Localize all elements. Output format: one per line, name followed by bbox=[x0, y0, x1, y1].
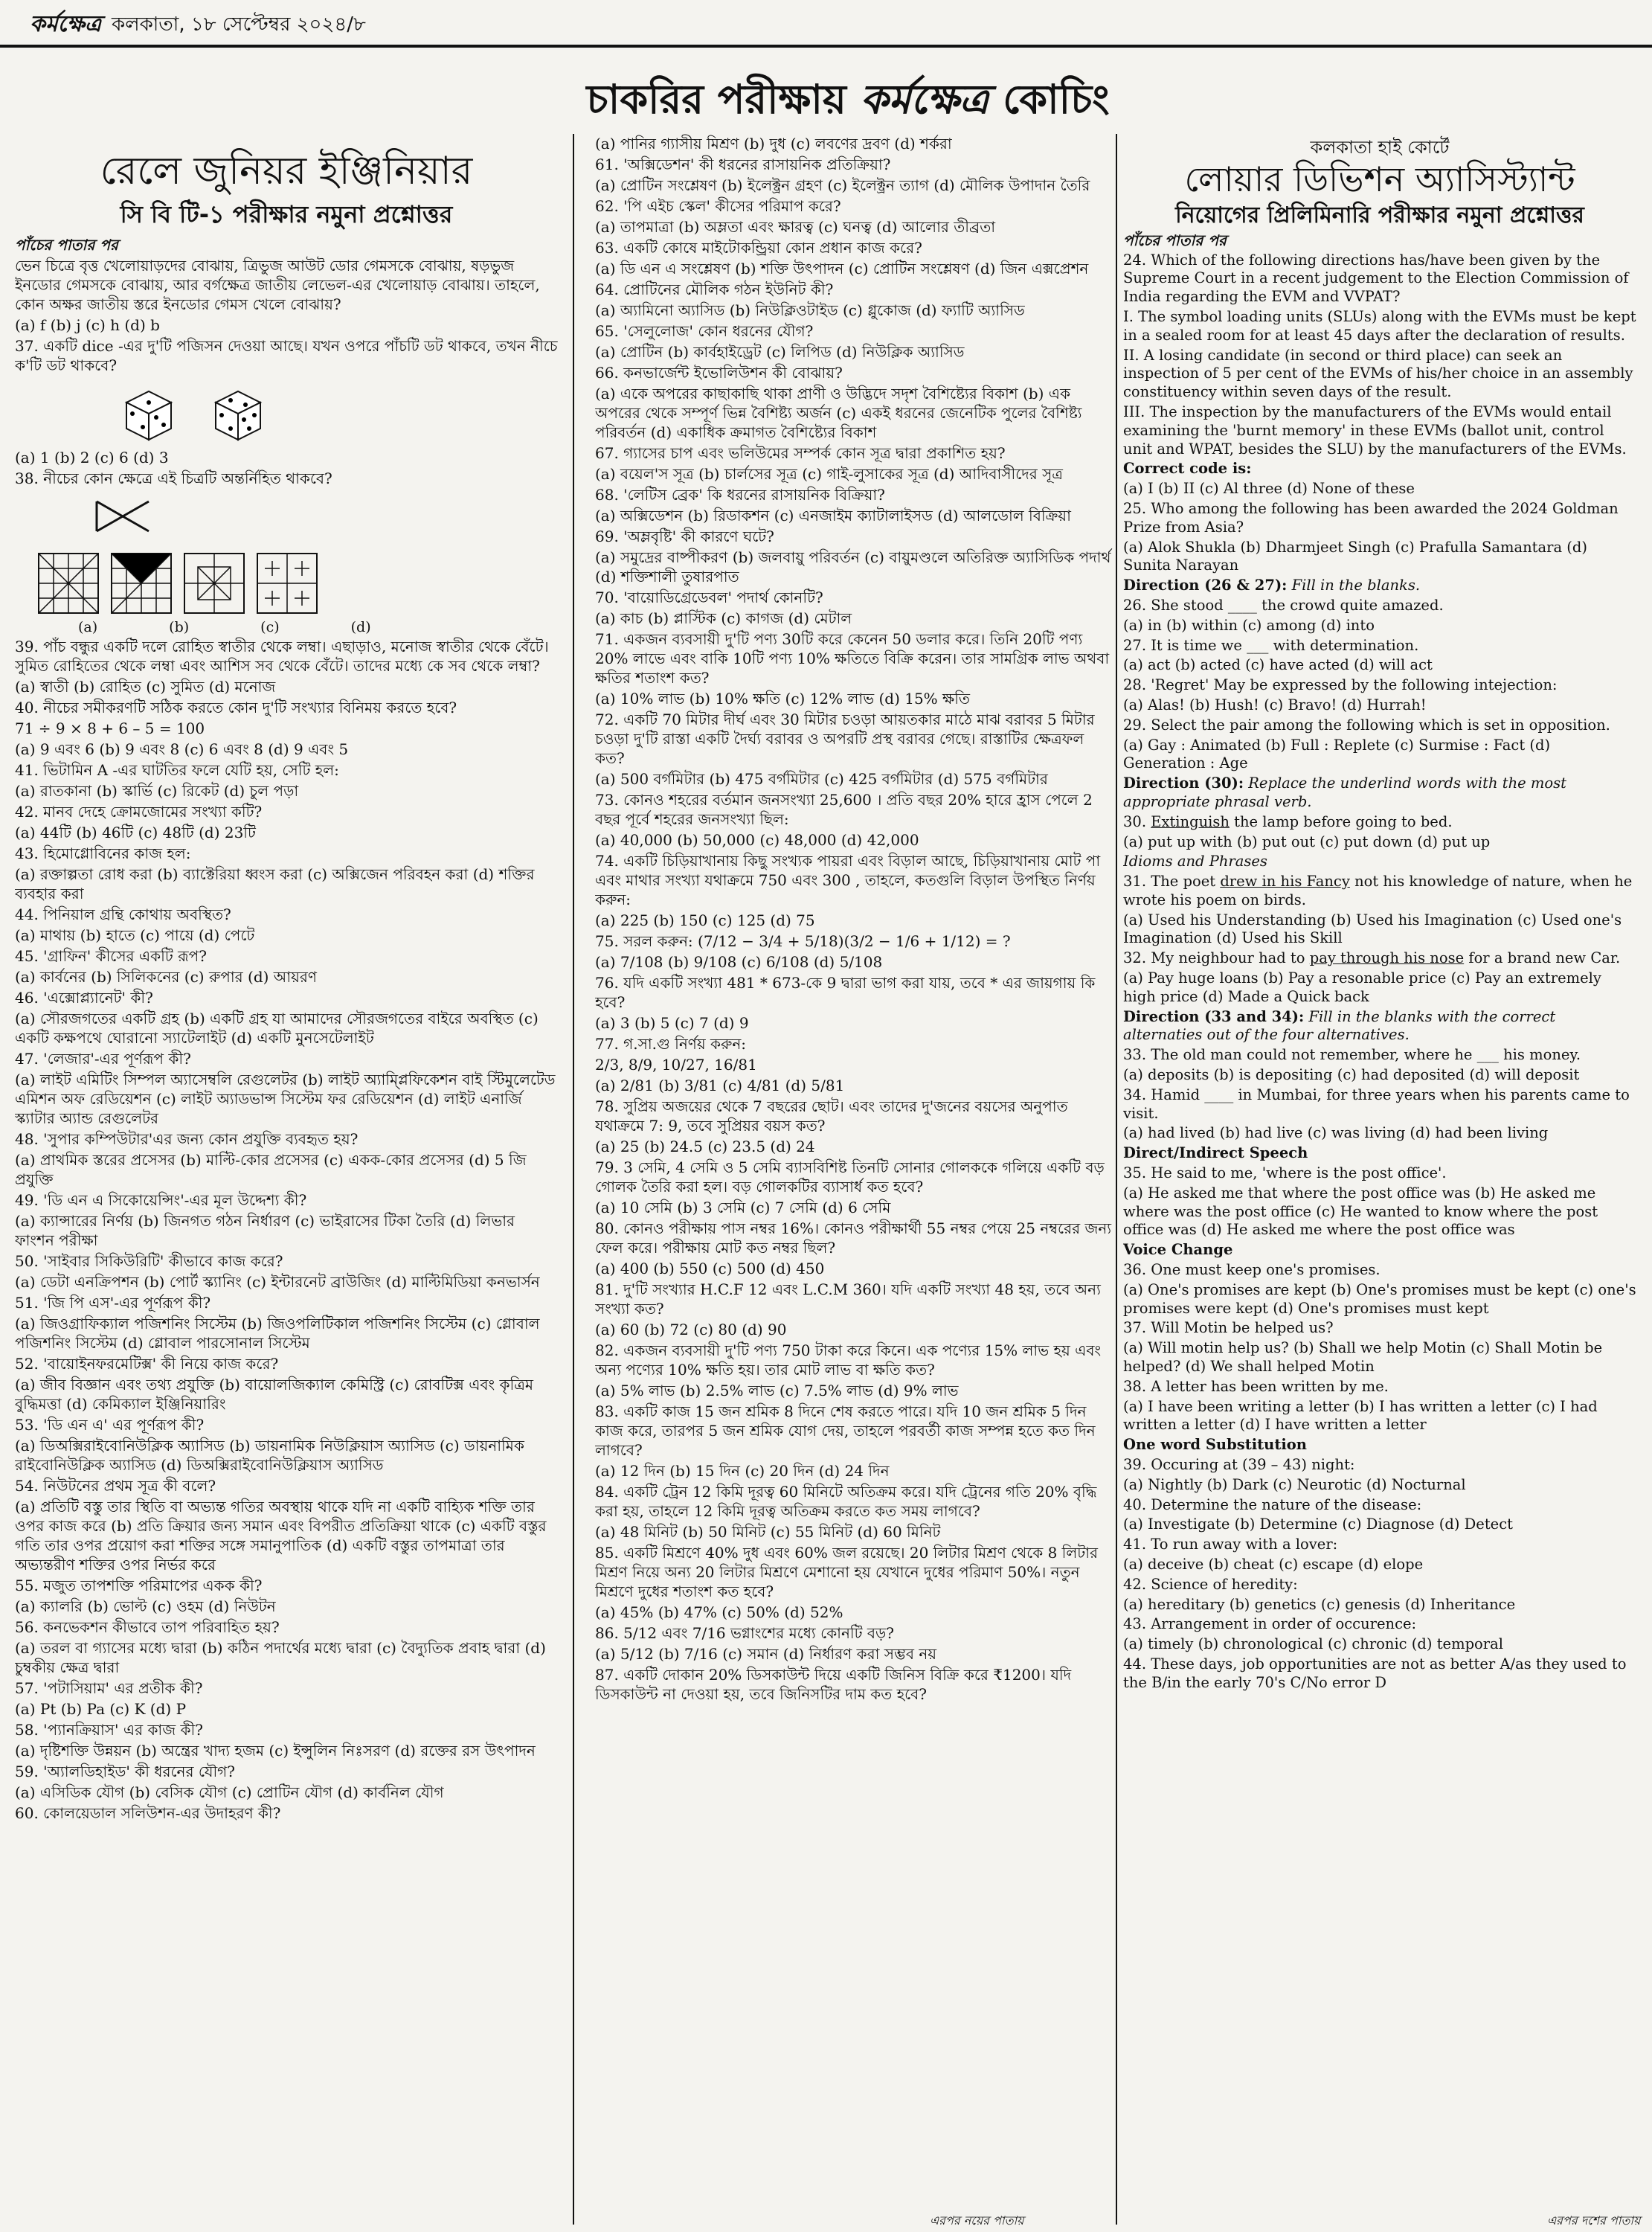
question-list bbox=[595, 134, 1116, 930]
question-line: 59. 'অ্যালডিহাইড' কী ধরনের যৌগ? bbox=[15, 1763, 236, 1780]
question-44: 44. These days, job opportunities are not as better A/as they used to the B/in the early 70's C/No error D bbox=[1123, 1655, 1627, 1691]
continued-footer: এরপর নয়ের পাতায় bbox=[930, 2213, 1024, 2228]
question-39: 39. Occuring at (39 – 43) night: bbox=[1123, 1456, 1355, 1473]
question-line: (a) 10% লাভ (b) 10% ক্ষতি (c) 12% লাভ (d) 15% ক্ষতি bbox=[595, 690, 970, 708]
options: (a) Alok Shukla (b) Dharmjeet Singh (c) Prafulla Samantara (d) Sunita Narayan bbox=[1123, 538, 1587, 574]
options: (a) act (b) acted (c) have acted (d) will act bbox=[1123, 656, 1433, 674]
question-line: 43. হিমোগ্লোবিনের কাজ হল: bbox=[15, 844, 191, 862]
question-line: (a) অ্যামিনো অ্যাসিড (b) নিউক্লিওটাইড (c) গ্লুকোজ (d) ফ্যাটি অ্যাসিড bbox=[595, 301, 1025, 319]
question-line: (a) প্রোটিন (b) কার্বহাইড্রেট (c) লিপিড (d) নিউক্লিক অ্যাসিড bbox=[595, 343, 965, 361]
question-line: (a) 12 দিন (b) 15 দিন (c) 20 দিন (d) 24 দিন bbox=[595, 1462, 890, 1480]
question-line: 40. নীচের সমীকরণটি সঠিক করতে কোন দু'টি সংখ্যার বিনিময় করতে হবে? bbox=[15, 699, 457, 716]
banner-suffix: কোচিং bbox=[1003, 76, 1110, 123]
option-label: (a) bbox=[78, 619, 98, 635]
grid-figure-icon bbox=[37, 552, 100, 615]
question-line: 64. প্রোটিনের মৌলিক গঠন ইউনিট কী? bbox=[595, 280, 834, 298]
question-29: 29. Select the pair among the following which is set in opposition. bbox=[1123, 716, 1610, 734]
column-divider-right bbox=[1116, 134, 1117, 2225]
banner-prefix: চাকরির পরীক্ষায় bbox=[586, 76, 846, 123]
question-line: (a) 44টি (b) 46টি (c) 48টি (d) 23টি bbox=[15, 824, 256, 841]
question-line: 52. 'বায়োইনফরমেটিক্স' কী নিয়ে কাজ করে? bbox=[15, 1355, 279, 1373]
question-line: (a) বয়েল'স সূত্র (b) চার্লসের সূত্র (c) গাই-লুসাকের সূত্র (d) আদিবাসীদের সূত্র bbox=[595, 465, 1063, 483]
options: (a) timely (b) chronological (c) chronic (d) temporal bbox=[1123, 1635, 1503, 1653]
banner-brand: কর্মক্ষেত্র bbox=[860, 76, 989, 123]
question-line: (a) ক্যান্সারের নির্ণয় (b) জিনগত গঠন নির্ধারণ (c) ভাইরাসের টিকা তৈরি (d) লিভার ফাংশন পরীক্ষা bbox=[15, 1212, 515, 1249]
question-30 bbox=[1123, 813, 1636, 832]
question-line: (a) প্রোটিন সংশ্লেষণ (b) ইলেক্ট্রন গ্রহণ (c) ইলেক্ট্রন ত্যাগ (d) মৌলিক উপাদান তৈরি bbox=[595, 176, 1090, 194]
question-32 bbox=[1123, 949, 1636, 968]
question-line: 79. 3 সেমি, 4 সেমি ও 5 সেমি ব্যাসবিশিষ্ট তিনটি সোনার গোলককে গলিয়ে একটি বড় গোলক তৈরি করা হল। বড় গোলকটির ব্যাসার্ধ কত হবে? bbox=[595, 1158, 1105, 1196]
option-b: (b) 9/108 bbox=[667, 953, 737, 971]
dice-icon bbox=[208, 384, 268, 443]
question-line: 67. গ্যাসের চাপ এবং ভলিউমের সম্পর্ক কোন সূত্র দ্বারা প্রকাশিত হয়? bbox=[595, 444, 1006, 462]
grid-figure-icon bbox=[183, 552, 245, 615]
direction-33-34 bbox=[1123, 1008, 1636, 1045]
question-line: 39. পাঁচ বন্ধুর একটি দলে রোহিত স্বাতীর থেকে লম্বা। এছাড়াও, মনোজ স্বাতীর থেকে বেঁটে। সুমিত রোহিতের থেকে লম্বা এবং আশিস সব থেকে বেঁটে। তাদের মধ্যে কে সব থেকে লম্বা? bbox=[15, 638, 549, 675]
question-line: (a) ক্যালরি (b) ভোল্ট (c) ওহম (d) নিউটন bbox=[15, 1597, 276, 1615]
question-line: (a) f (b) j (c) h (d) b bbox=[15, 316, 160, 334]
question-line: (a) প্রাথমিক স্তরের প্রসেসর (b) মাল্টি-কোর প্রসেসর (c) একক-কোর প্রসেসর (d) 5 জি প্রযুক্তি bbox=[15, 1151, 527, 1188]
question-line: (a) মাথায় (b) হাতে (c) পায়ে (d) পেটে bbox=[15, 926, 255, 944]
continued-label: পাঁচের পাতার পর bbox=[1123, 231, 1227, 249]
question-line: (a) প্রতিটি বস্তু তার স্থিতি বা অভ্যন্ত গতির অবস্থায় থাকে যদি না একটি বাহ্যিক শক্তি তার ওপর কাজ করে (b) প্রতি ক্রিয়ার জন্য সমান এবং বিপরীত প্রতিক্রিয়া থাকে (c) একটি বস্তুর গতি তার ওপর প্রয়োগ করা শক্তির সঙ্গে সমানুপাতিক (d) একটি বস্তুর তাপমাত্রা তার অভ্যন্তরীণ শক্তির ওপর নির্ভর করে bbox=[15, 1498, 547, 1574]
question-28: 28. 'Regret' May be expressed by the following intejection: bbox=[1123, 676, 1558, 694]
question-line: 54. নিউটনের প্রথম সূত্র কী বলে? bbox=[15, 1477, 216, 1495]
question-text: 75. সরল করুন: bbox=[595, 932, 693, 950]
direction-text: Fill in the blanks. bbox=[1287, 577, 1421, 594]
question-line: 58. 'প্যানক্রিয়াস' এর কাজ কী? bbox=[15, 1721, 203, 1739]
article-title: লোয়ার ডিভিশন অ্যাসিস্ট্যান্ট bbox=[1184, 158, 1575, 199]
question-line: 76. যদি একটি সংখ্যা 481 * 673-কে 9 দ্বারা ভাগ করা যায়, তবে * এর জায়গায় কি হবে? bbox=[595, 974, 1096, 1011]
question-line: (a) স্বাতী (b) রোহিত (c) সুমিত (d) মনোজ bbox=[15, 678, 276, 696]
question-line: 55. মজুত তাপশক্তি পরিমাপের একক কী? bbox=[15, 1577, 263, 1594]
underlined-phrase: pay through his nose bbox=[1309, 949, 1465, 967]
grid-figure-icon bbox=[110, 552, 173, 615]
article-subtitle: নিয়োগের প্রিলিমিনারি পরীক্ষার নমুনা প্রশ্নোত্তর bbox=[1175, 202, 1584, 228]
question-line: (a) লাইট এমিটিং সিম্পল অ্যাসেম্বলি রেগুলেটর (b) লাইট অ্যাম্প্লিফিকেশন বাই স্টিমুলেটেড এমিশন অফ রেডিয়েশন (c) লাইট অ্যাডভান্স সিস্টেম ফর রেডিয়েশন (d) লাইট এনার্জি স্ক্যাটার অ্যান্ড রেগুলেটর bbox=[15, 1071, 556, 1127]
question-42: 42. Science of heredity: bbox=[1123, 1575, 1298, 1593]
options: (a) I have been writing a letter (b) I has written a letter (c) I had written a letter (d) I have written a letter bbox=[1123, 1397, 1598, 1434]
continued-footer: এরপর দশের পাতায় bbox=[1547, 2213, 1641, 2228]
grid-figure-icon bbox=[256, 552, 318, 615]
question-line: 73. কোনও শহরের বর্তমান জনসংখ্যা 25,600 । প্রতি বছর 20% হারে হ্রাস পেলে 2 বছর পূর্বে শহরের জনসংখ্যা ছিল: bbox=[595, 791, 1093, 828]
question-text: 32. My neighbour had to bbox=[1123, 949, 1310, 967]
masthead-logo: কর্মক্ষেত্র bbox=[30, 11, 102, 37]
question-line: (a) রাতকানা (b) স্কার্ভি (c) রিকেট (d) চুল পড়া bbox=[15, 782, 299, 800]
question-line: 48. 'সুপার কম্পিউটার'এর জন্য কোন প্রযুক্তি ব্যবহৃত হয়? bbox=[15, 1130, 359, 1148]
direction-30 bbox=[1123, 775, 1636, 812]
question-line: 71. একজন ব্যবসায়ী দু'টি পণ্য 30টি করে কেনেন 50 ডলার করে। তিনি 20টি পণ্য 20% লাভে এবং বাকি 10টি পণ্য 10% ক্ষতিতে বিক্রি করেন। তার সামগ্রিক লাভ অথবা ক্ষতির শতাংশ কত? bbox=[595, 630, 1110, 687]
bowtie-figure-icon bbox=[89, 494, 164, 539]
article-subtitle: সি বি টি-১ পরীক্ষার নমুনা প্রশ্নোত্তর bbox=[120, 200, 453, 228]
question-line: (a) জীব বিজ্ঞান এবং তথ্য প্রযুক্তি (b) বায়োলজিক্যাল কেমিস্ট্রি (c) রোবটিক্স এবং কৃত্রিম বুদ্ধিমত্তা (d) কেমিক্যাল ইঞ্জিনিয়ারিং bbox=[15, 1376, 534, 1413]
question-line: (a) ডি এন এ সংশ্লেষণ (b) শক্তি উৎপাদন (c) প্রোটিন সংশ্লেষণ (d) জিন এক্সপ্রেশন bbox=[595, 260, 1089, 278]
question-24: 24. Which of the following directions has/have been given by the Supreme Court in a recent judgement to the Election Commission of India regarding the EVM and VVPAT? bbox=[1123, 251, 1629, 306]
question-line: (a) 225 (b) 150 (c) 125 (d) 75 bbox=[595, 911, 815, 929]
question-line: (a) 5% লাভ (b) 2.5% লাভ (c) 7.5% লাভ (d) 9% লাভ bbox=[595, 1382, 959, 1399]
direction-26-27 bbox=[1123, 577, 1636, 595]
options: (a) in (b) within (c) among (d) into bbox=[1123, 616, 1375, 634]
options: (a) Alas! (b) Hush! (c) Bravo! (d) Hurrah! bbox=[1123, 696, 1427, 713]
question-list bbox=[595, 1097, 1116, 1622]
question-25: 25. Who among the following has been awarded the 2024 Goldman Prize from Asia? bbox=[1123, 499, 1619, 536]
question-line: 60. কোলয়েডাল সলিউশন-এর উদাহরণ কী? bbox=[15, 1804, 281, 1822]
statement-iii: III. The inspection by the manufacturers of the EVMs would entail examining the 'burnt memory' in these EVMs (ballot unit, control unit and WPAT, besides the SLU) by the manufacturers of the EVMs. bbox=[1123, 403, 1627, 458]
question-line: 71 ÷ 9 × 8 + 6 – 5 = 100 bbox=[15, 719, 205, 737]
article-title: রেলে জুনিয়র ইঞ্জিনিয়ার bbox=[100, 149, 473, 193]
option-label: (b) bbox=[169, 619, 190, 635]
option-figures bbox=[15, 543, 558, 618]
question-line: 84. একটি ট্রেন 12 কিমি দূরত্ব 60 মিনিটে অতিক্রম করে। যদি ট্রেনের গতি 20% বৃদ্ধি করা হয়, তাহলে 12 কিমি দূরত্ব অতিক্রম করতে কত সময় লাগবে? bbox=[595, 1483, 1097, 1520]
options: (a) deposits (b) is depositing (c) had deposited (d) will deposit bbox=[1123, 1066, 1580, 1084]
question-line: 72. একটি 70 মিটার দীর্ঘ এবং 30 মিটার চওড়া আয়তকার মাঠে মাঝ বরাবর 5 মিটার চওড়া দু'টি রাস্তা একটি দৈর্ঘ্য বরাবর ও অপরটি প্রস্থ বরাবর গেছে। রাস্তাটির ক্ষেত্রফল কত? bbox=[595, 711, 1095, 767]
question-40: 40. Determine the nature of the disease: bbox=[1123, 1495, 1422, 1513]
question-line: 62. 'পি এইচ স্কেল' কীসের পরিমাপ করে? bbox=[595, 197, 841, 215]
section-heading: One word Substitution bbox=[1123, 1436, 1307, 1454]
question-86: 86. 5/12 এবং 7/16 ভগ্নাংশের মধ্যে কোনটি বড়? bbox=[595, 1624, 895, 1642]
question-line: 85. একটি মিশ্রণে 40% দুধ এবং 60% জল রয়েছে। 20 লিটার মিশ্রণ থেকে 8 লিটার মিশ্রণ নিয়ে অন্য 20 লিটার মিশ্রণে মেশানো হয় যেখানে দুধের পরিমাণ 50%। নতুন মিশ্রণে দুধের শতাংশ কত হবে? bbox=[595, 1544, 1099, 1600]
direction-label: Direction (33 and 34): bbox=[1123, 1007, 1305, 1025]
question-line: (a) ডিঅক্সিরাইবোনিউক্লিক অ্যাসিড (b) ডায়নামিক নিউক্লিয়াস অ্যাসিড (c) ডায়নামিক রাইবোনিউক্লিক অ্যাসিড (d) ডিঅক্সিরাইবোনিউক্লিয়াস অ্যাসিড bbox=[15, 1437, 524, 1474]
question-line: (a) 1 (b) 2 (c) 6 (d) 3 bbox=[15, 449, 169, 466]
question-75 bbox=[595, 931, 1116, 951]
question-line: 49. 'ডি এন এ সিকোয়েন্সিং'-এর মূল উদ্দেশ্য কী? bbox=[15, 1191, 307, 1209]
section-label: Correct code is: bbox=[1123, 460, 1252, 478]
question-line: (a) জিওগ্রাফিক্যাল পজিশনিং সিস্টেম (b) জিওপলিটিকাল পজিশনিং সিস্টেম (c) গ্লোবাল পজিশনিং সিস্টেম (d) গ্লোবাল পারসোনাল সিস্টেম bbox=[15, 1315, 540, 1352]
question-77-options: (a) 2/81 (b) 3/81 (c) 4/81 (d) 5/81 bbox=[595, 1077, 845, 1094]
question-text: 30. bbox=[1123, 812, 1151, 830]
options: (a) One's promises are kept (b) One's promises must be kept (c) one's promises were kept (d) One's promises must kept bbox=[1123, 1280, 1636, 1317]
question-line: 61. 'অক্সিডেশন' কী ধরনের রাসায়নিক প্রতিক্রিয়া? bbox=[595, 155, 891, 173]
underlined-phrase: drew in his Fancy bbox=[1220, 873, 1350, 891]
direction-text: Fill in the blanks with the correct alternaties out of the four alternatives. bbox=[1123, 1007, 1556, 1044]
question-line: 80. কোনও পরীক্ষায় পাস নম্বর 16%। কোনও পরীক্ষার্থী 55 নম্বর পেয়ে 25 নম্বরের জন্য ফেল করে। পরীক্ষায় মোট কত নম্বর ছিল? bbox=[595, 1219, 1112, 1257]
option-label: (d) bbox=[350, 619, 371, 635]
question-line: (a) তাপমাত্রা (b) অম্লতা এবং ক্ষারত্ব (c) ঘনত্ব (d) আলোর তীব্রতা bbox=[595, 218, 996, 236]
question-line: 78. সুপ্রিয় অজয়ের থেকে 7 বছরের ছোট। এবং তাদের দু'জনের বয়সের অনুপাত যথাক্রমে 7: 9, তবে সুপ্রিয়র বয়স কত? bbox=[595, 1097, 1068, 1135]
question-line: (a) সমুদ্রের বাষ্পীকরণ (b) জলবায়ু পরিবর্তন (c) বায়ুমণ্ডলে অতিরিক্ত অ্যাসিডিক পদার্থ (d) শক্তিশালী তুষারপাত bbox=[595, 548, 1111, 586]
math-expression: 2/3, 8/9, 10/27, 16/81 bbox=[595, 1056, 757, 1074]
question-line: ভেন চিত্রে বৃত্ত খেলোয়াড়দের বোঝায়, ত্রিভুজ আউট ডোর গেমসকে বোঝায়, ষড়ভুজ ইনডোর গেমসকে বোঝায়, আর বর্গক্ষেত্র জাতীয় লেভেল-এর খেলোয়াড় বোঝায়। তাহলে, কোন অক্ষর জাতীয় স্তরে ইনডোর গেমস খেলে বোঝায়? bbox=[15, 257, 540, 313]
options: (a) hereditary (b) genetics (c) genesis (d) Inheritance bbox=[1123, 1595, 1516, 1613]
question-line: (a) Pt (b) Pa (c) K (d) P bbox=[15, 1700, 187, 1718]
option-label: (c) bbox=[260, 619, 280, 635]
question-line: 50. 'সাইবার সিকিউরিটি' কীভাবে কাজ করে? bbox=[15, 1252, 283, 1270]
question-line: (a) একে অপরের কাছাকাছি থাকা প্রাণী ও উদ্ভিদে সদৃশ বৈশিষ্ট্যের বিকাশ (b) এক অপরের থেকে সম্পূর্ণ ভিন্ন বৈশিষ্ট্য অর্জন (c) একই ধরনের জেনেটিক পুলের বৈশিষ্ট্য পরিবর্তন (d) একাধিক ক্রমাগত বৈশিষ্ট্যের বিকাশ bbox=[595, 385, 1082, 441]
section-heading: Idioms and Phrases bbox=[1123, 853, 1267, 870]
dice-icon bbox=[119, 384, 179, 443]
question-line: 57. 'পটাসিয়াম' এর প্রতীক কী? bbox=[15, 1679, 203, 1697]
question-27: 27. It is time we ___ with determination. bbox=[1123, 636, 1419, 654]
statement-ii: II. A losing candidate (in second or third place) can seek an inspection of 5 per cent of the EVMs of his/her choice in an assembly constituency within seven days of the result. bbox=[1123, 346, 1633, 401]
question-line: 51. 'জি পি এস'-এর পূর্ণরূপ কী? bbox=[15, 1294, 211, 1312]
options: (a) Gay : Animated (b) Full : Replete (c) Surmise : Fact (d) Generation : Age bbox=[1123, 736, 1551, 772]
question-41: 41. To run away with a lover: bbox=[1123, 1536, 1338, 1553]
question-line: 47. 'লেজার'-এর পূর্ণরূপ কী? bbox=[15, 1050, 191, 1068]
question-line: (a) 60 (b) 72 (c) 80 (d) 90 bbox=[595, 1321, 787, 1338]
question-list bbox=[595, 973, 1116, 1054]
question-line: (a) অক্সিডেশন (b) রিডাকশন (c) এনজাইম ক্যাটালাইসড (d) আলডোল বিক্রিয়া bbox=[595, 507, 1071, 525]
question-35: 35. He said to me, 'where is the post office'. bbox=[1123, 1164, 1447, 1182]
question-line: 46. 'এক্সোপ্ল্যানেট' কী? bbox=[15, 989, 153, 1007]
question-line: (a) সৌরজগতের একটি গ্রহ (b) একটি গ্রহ যা আমাদের সৌরজগতের বাইরে অবস্থিত (c) একটি কক্ষপথে ঘোরানো স্যাটেলাইট (d) একটি মুনসেটেলাইট bbox=[15, 1010, 539, 1047]
question-line: 44. পিনিয়াল গ্রন্থি কোথায় অবস্থিত? bbox=[15, 905, 231, 923]
question-line: (a) 9 এবং 6 (b) 9 এবং 8 (c) 6 এবং 8 (d) 9 এবং 5 bbox=[15, 740, 349, 758]
options: (a) Pay huge loans (b) Pay a resonable price (c) Pay an extremely high price (d) Made a Quick back bbox=[1123, 969, 1601, 1005]
question-line: 56. কনভেকশন কীভাবে তাপ পরিবাহিত হয়? bbox=[15, 1618, 280, 1636]
question-line: 70. 'বায়োডিগ্রেডেবল' পদার্থ কোনটি? bbox=[595, 589, 823, 606]
options: (a) Nightly (b) Dark (c) Neurotic (d) Nocturnal bbox=[1123, 1475, 1466, 1493]
math-expression: (7/12 − 3/4 + 5/18)(3/2 − 1/6 + 1/12) = ? bbox=[698, 932, 1011, 950]
question-37: 37. Will Motin be helped us? bbox=[1123, 1319, 1334, 1337]
options: (a) He asked me that where the post office was (b) He asked me where was the post office (c) He wanted to know where the post office was (d) He asked me where the post office was bbox=[1123, 1184, 1598, 1239]
question-line: 66. কনভার্জেন্ট ইভোলিউশন কী বোঝায়? bbox=[595, 364, 843, 382]
question-26: 26. She stood ____ the crowd quite amazed. bbox=[1123, 596, 1444, 614]
question-line: (a) 45% (b) 47% (c) 50% (d) 52% bbox=[595, 1603, 843, 1621]
options: (a) Investigate (b) Determine (c) Diagnose (d) Detect bbox=[1123, 1516, 1513, 1533]
question-line: (a) 500 বর্গমিটার (b) 475 বর্গমিটার (c) 425 বর্গমিটার (d) 575 বর্গমিটার bbox=[595, 770, 1048, 788]
question-line: 68. 'লেটিস ব্রেক' কি ধরনের রাসায়নিক বিক্রিয়া? bbox=[595, 486, 885, 504]
dice-figures bbox=[15, 376, 558, 448]
coaching-math-column bbox=[595, 134, 1116, 2225]
question-line: (a) পানির গ্যাসীয় মিশ্রণ (b) দুধ (c) লবণের দ্রবণ (d) শর্করা bbox=[595, 135, 952, 153]
question-line: 81. দু'টি সংখ্যার H.C.F 12 এবং L.C.M 360। যদি একটি সংখ্যা 48 হয়, তবে অন্য সংখ্যা কত? bbox=[595, 1280, 1101, 1318]
option-c: (c) 6/108 bbox=[741, 953, 809, 971]
question-line: 82. একজন ব্যবসায়ী দু'টি পণ্য 750 টাকা করে কিনে। এক পণ্যের 15% লাভ হয় এবং অন্য পণ্যের 10% ক্ষতি হয়। তার মোট লাভ বা ক্ষতি কত? bbox=[595, 1341, 1102, 1379]
question-line: (a) রক্তাল্পতা রোধ করা (b) ব্যাক্টেরিয়া ধ্বংস করা (c) অক্সিজেন পরিবহন করা (d) শক্তির ব্যবহার করা bbox=[15, 865, 535, 902]
column-divider-left bbox=[573, 134, 574, 2225]
question-86-options: (a) 5/12 (b) 7/16 (c) সমান (d) নির্ধারণ করা সম্ভব নয় bbox=[595, 1645, 937, 1663]
question-text: for a brand new Car. bbox=[1464, 949, 1621, 967]
question-text: the lamp before going to bed. bbox=[1229, 812, 1453, 830]
options: (a) deceive (b) cheat (c) escape (d) elope bbox=[1123, 1555, 1424, 1573]
question-line: 83. একটি কাজ 15 জন শ্রমিক 8 দিনে শেষ করতে পারে। যদি 10 জন শ্রমিক 5 দিন কাজ করে, তারপর 5 জন শ্রমিক যোগ দেয়, তাহলে পরবর্তী কাজ সম্পন্ন হতে কত দিন লাগবে? bbox=[595, 1402, 1096, 1459]
option-d: (d) 5/108 bbox=[813, 953, 883, 971]
question-line: (a) 48 মিনিট (b) 50 মিনিট (c) 55 মিনিট (d) 60 মিনিট bbox=[595, 1523, 941, 1541]
question-line: 42. মানব দেহে ক্রোমজোমের সংখ্যা কটি? bbox=[15, 803, 263, 821]
question-33: 33. The old man could not remember, where he ___ his money. bbox=[1123, 1046, 1581, 1064]
question-87: 87. একটি দোকান 20% ডিসকাউন্ট দিয়ে একটি জিনিস বিক্রি করে ₹1200। যদি ডিসকাউন্ট না দেওয়া হয়, তবে জিনিসটির দাম কত হবে? bbox=[595, 1666, 1072, 1703]
article-kicker: কলকাতা হাই কোর্টে bbox=[1310, 137, 1450, 158]
railway-je-column bbox=[15, 134, 558, 2225]
question-text: not his knowledge of nature, when he wrote his poem on birds. bbox=[1123, 873, 1633, 908]
options: (a) Will motin help us? (b) Shall we help Motin (c) Shall Motin be helped? (d) We shall helped Motin bbox=[1123, 1339, 1603, 1376]
direction-text: Replace the underlind words with the most appropriate phrasal verb. bbox=[1123, 775, 1566, 810]
question-line: (a) এসিডিক যৌগ (b) বেসিক যৌগ (c) প্রোটিন যৌগ (d) কার্বনিল যৌগ bbox=[15, 1783, 444, 1801]
question-line: 69. 'অম্লবৃষ্টি' কী কারণে ঘটে? bbox=[595, 527, 774, 545]
question-line: 77. গ.সা.গু নির্ণয় করুন: bbox=[595, 1035, 746, 1053]
options: (a) put up with (b) put out (c) put down (d) put up bbox=[1123, 833, 1491, 850]
question-line: 45. 'গ্রাফিন' কীসের একটি রূপ? bbox=[15, 947, 207, 965]
direction-label: Direction (30): bbox=[1123, 775, 1244, 792]
statement-i: I. The symbol loading units (SLUs) along with the EVMs must be kept in a sealed room for at least 45 days after the declaration of results. bbox=[1123, 307, 1636, 344]
option-a: (a) 7/108 bbox=[595, 953, 663, 971]
question-text: 31. The poet bbox=[1123, 873, 1221, 891]
question-43: 43. Arrangement in order of occurence: bbox=[1123, 1615, 1417, 1633]
question-line: (a) 40,000 (b) 50,000 (c) 48,000 (d) 42,000 bbox=[595, 831, 919, 849]
high-court-column bbox=[1123, 134, 1636, 2225]
question-line: (a) 400 (b) 550 (c) 500 (d) 450 bbox=[595, 1260, 825, 1277]
dateline: কলকাতা, ১৮ সেপ্টেম্বর ২০২৪/৮ bbox=[112, 13, 366, 36]
question-31 bbox=[1123, 873, 1636, 910]
question-line: 53. 'ডি এন এ' এর পূর্ণরূপ কী? bbox=[15, 1416, 205, 1434]
question-line: 74. একটি চিড়িয়াখানায় কিছু সংখ্যক পায়রা এবং বিড়াল আছে, চিড়িয়াখানায় মোট পা এবং মাথার সংখ্যা যথাক্রমে 750 এবং 300 , তাহলে, কতগুলি বিড়াল উপস্থিত নির্ণয় করুন: bbox=[595, 852, 1101, 908]
question-line: 37. একটি dice -এর দু'টি পজিসন দেওয়া আছে। যখন ওপরে পাঁচটি ডট থাকবে, তখন নীচে ক'টি ডট থাকবে? bbox=[15, 337, 558, 374]
options: (a) had lived (b) had live (c) was living (d) had been living bbox=[1123, 1124, 1549, 1142]
section-heading: Voice Change bbox=[1123, 1241, 1233, 1259]
page-header bbox=[0, 0, 1652, 48]
question-38: 38. A letter has been written by me. bbox=[1123, 1377, 1389, 1395]
question-34: 34. Hamid ____ in Mumbai, for three years when his parents came to visit. bbox=[1123, 1085, 1630, 1122]
options: (a) Used his Understanding (b) Used his Imagination (c) Used one's Imagination (d) Used his Skill bbox=[1123, 911, 1622, 947]
section-banner bbox=[565, 68, 1131, 135]
question-36: 36. One must keep one's promises. bbox=[1123, 1261, 1381, 1279]
underlined-word: Extinguish bbox=[1151, 812, 1230, 830]
question-line: 38. নীচের কোন ক্ষেত্রে এই চিত্রটি অন্তর্নিহিত থাকবে? bbox=[15, 469, 332, 487]
question-line: (a) 3 (b) 5 (c) 7 (d) 9 bbox=[595, 1014, 749, 1032]
question-line: (a) ডেটা এনক্রিপশন (b) পোর্ট স্ক্যানিং (c) ইন্টারনেট ব্রাউজিং (d) মাল্টিমিডিয়া কনভার্সন bbox=[15, 1273, 540, 1291]
question-line: (a) কাচ (b) প্লাস্টিক (c) কাগজ (d) মেটাল bbox=[595, 609, 852, 627]
question-list bbox=[15, 448, 558, 488]
question-list bbox=[15, 637, 558, 1823]
question-list bbox=[15, 256, 558, 375]
question-line: 63. একটি কোষে মাইটোকন্ড্রিয়া কোন প্রধান কাজ করে? bbox=[595, 239, 922, 257]
options: (a) I (b) II (c) Al three (d) None of these bbox=[1123, 480, 1415, 498]
continued-label: পাঁচের পাতার পর bbox=[15, 236, 118, 254]
question-line: 65. 'সেলুলোজ' কোন ধরনের যৌগ? bbox=[595, 322, 814, 340]
question-line: (a) 25 (b) 24.5 (c) 23.5 (d) 24 bbox=[595, 1138, 815, 1155]
option-labels bbox=[15, 618, 558, 637]
section-heading: Direct/Indirect Speech bbox=[1123, 1144, 1308, 1162]
direction-label: Direction (26 & 27): bbox=[1123, 577, 1288, 594]
question-line: (a) কার্বনের (b) সিলিকনের (c) রুপার (d) আয়রণ bbox=[15, 968, 318, 986]
question-line: (a) তরল বা গ্যাসের মধ্যে দ্বারা (b) কঠিন পদার্থের মধ্যে দ্বারা (c) বৈদ্যুতিক প্রবাহ দ্বারা (d) চুম্বকীয় ক্ষেত্র দ্বারা bbox=[15, 1639, 546, 1676]
question-line: (a) 10 সেমি (b) 3 সেমি (c) 7 সেমি (d) 6 সেমি bbox=[595, 1199, 891, 1216]
question-line: (a) দৃষ্টিশক্তি উন্নয়ন (b) অন্ত্রের খাদ্য হজম (c) ইন্সুলিন নিঃসরণ (d) রক্তের রস উৎপাদন bbox=[15, 1742, 536, 1760]
question-line: 41. ভিটামিন A -এর ঘাটতির ফলে যেটি হয়, সেটি হল: bbox=[15, 761, 339, 779]
question-75-options bbox=[595, 952, 1116, 972]
